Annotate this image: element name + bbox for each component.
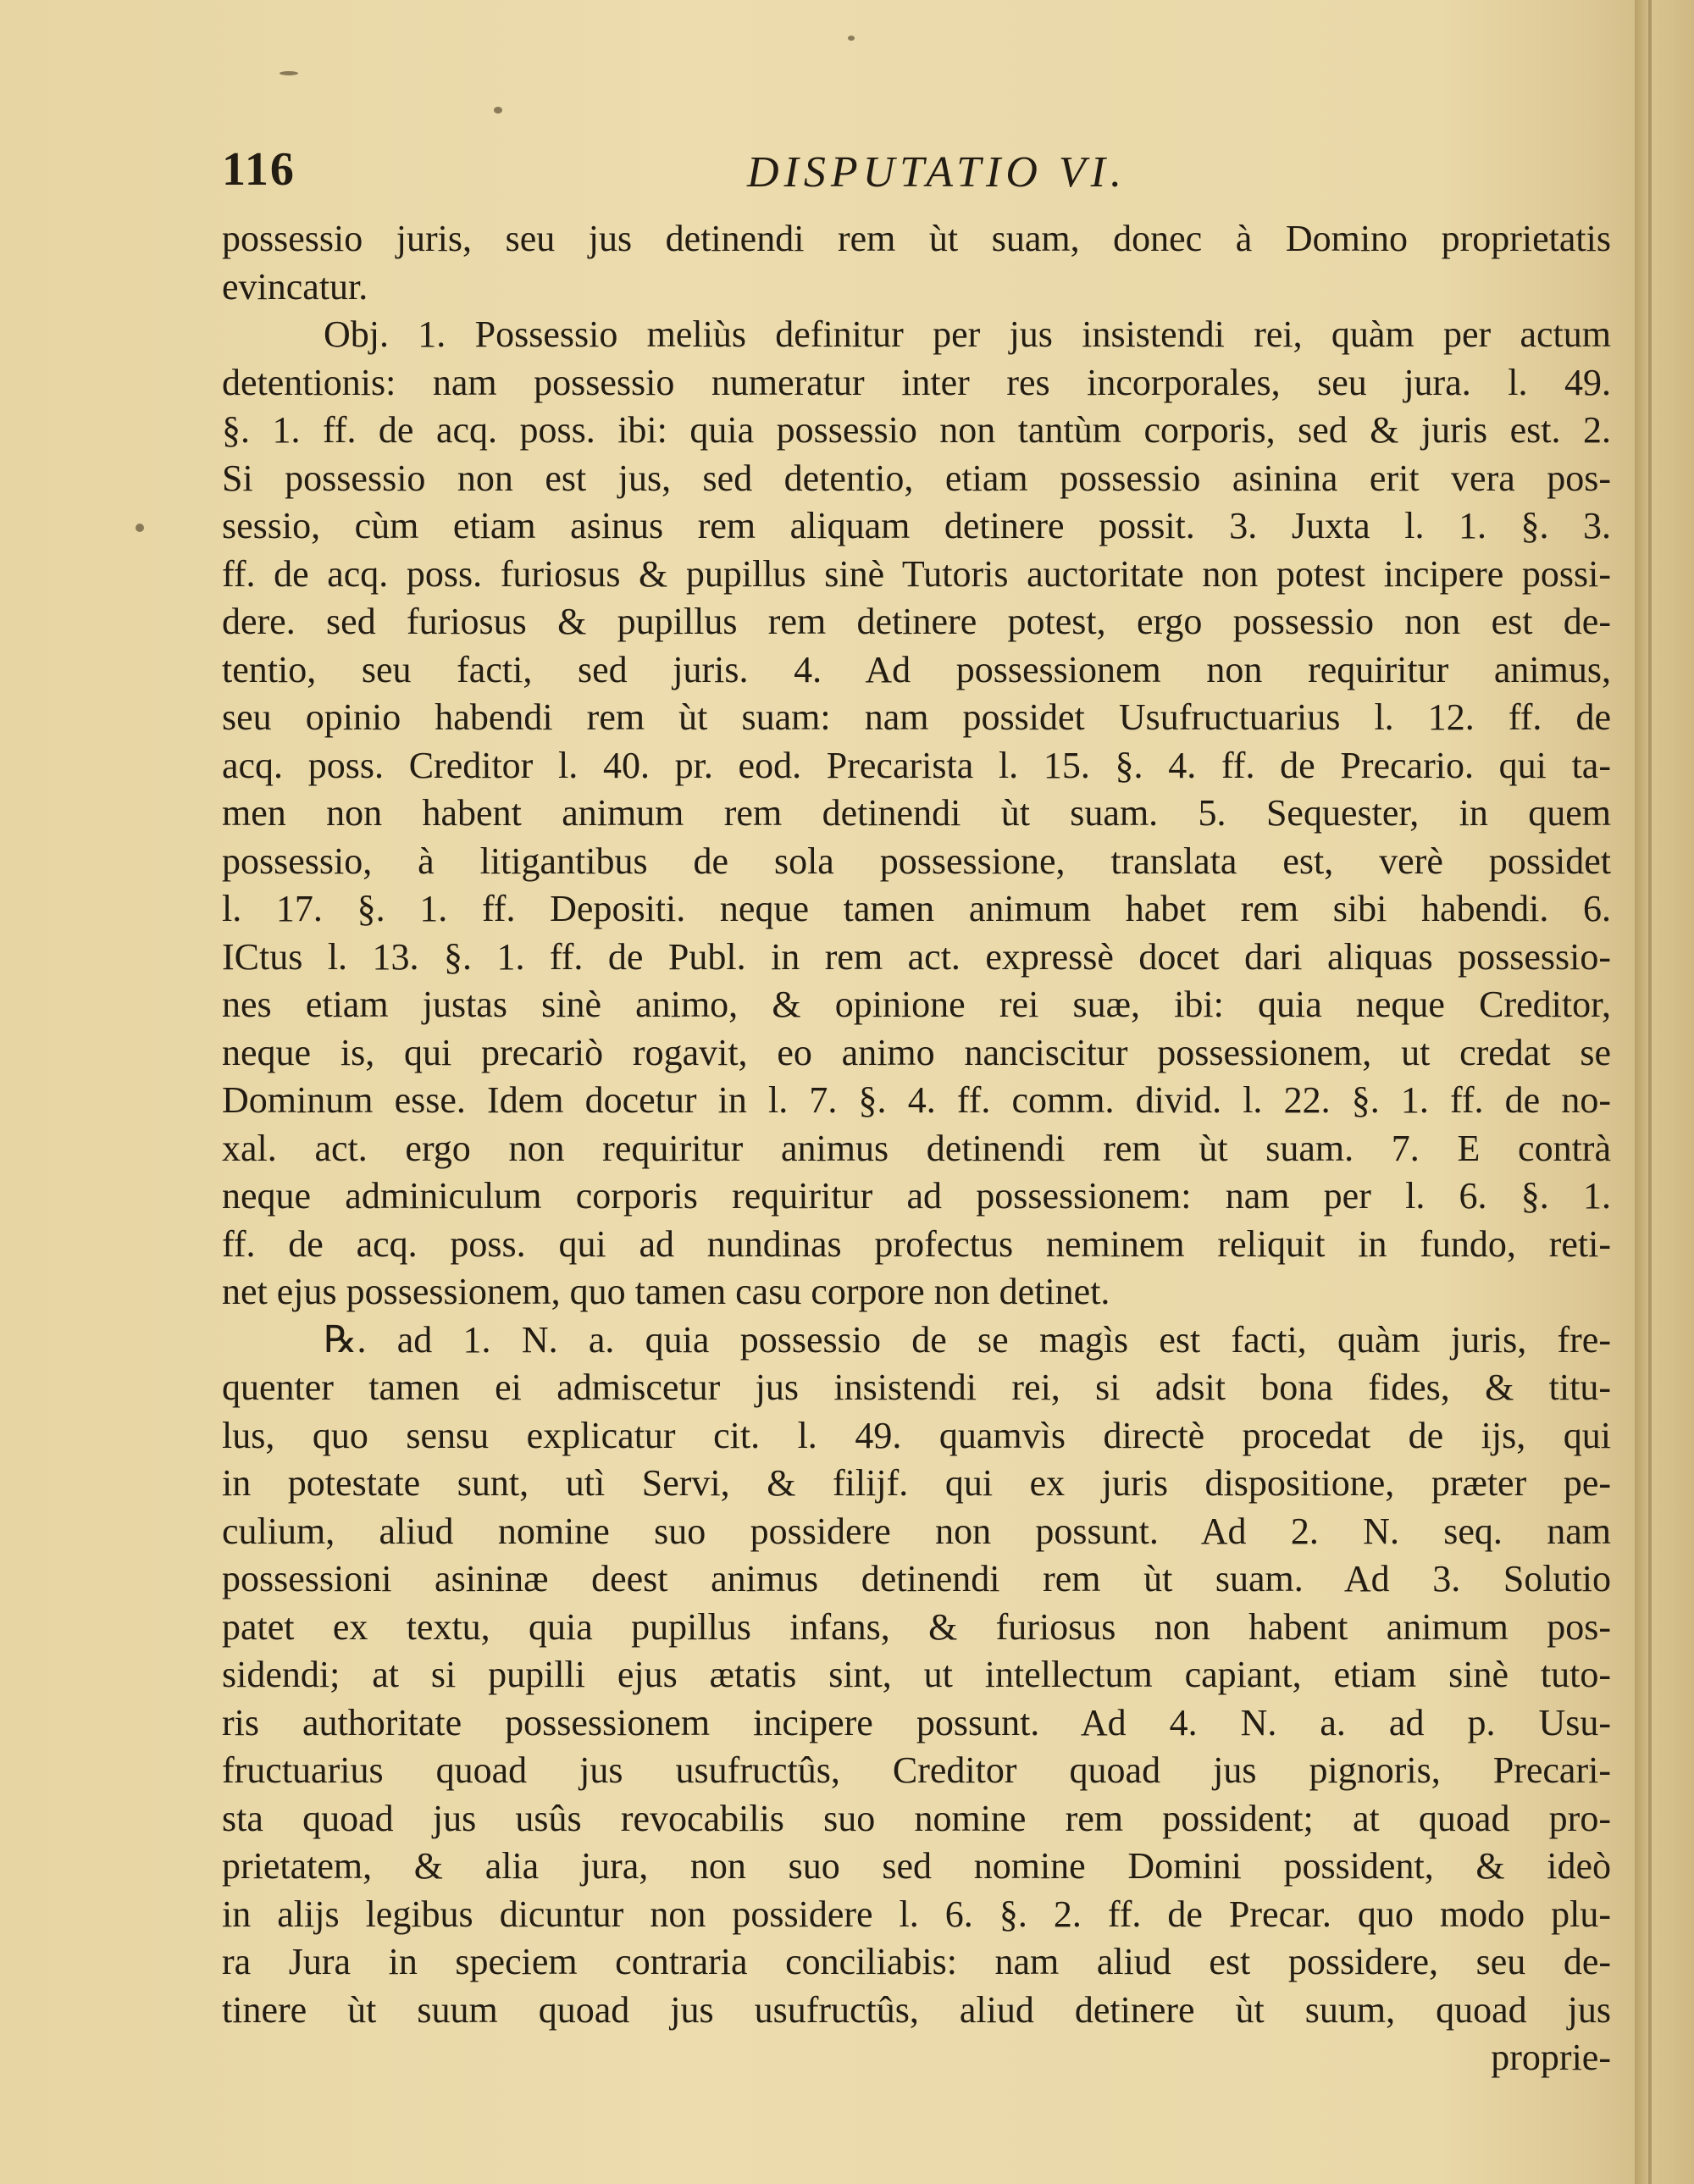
text-line: prietatem, & alia jura, non suo sed nomine Domini possident, & ideò (222, 1845, 1611, 1887)
page-header (222, 142, 1611, 202)
text-line: neque is, qui precariò rogavit, eo animo nanciscitur possessionem, ut credat se (222, 1031, 1611, 1073)
text-line: ℞. ad 1. N. a. quia possessio de se magìs est facti, quàm juris, fre- (324, 1318, 1611, 1361)
text-line: xal. act. ergo non requiritur animus detinendi rem ùt suam. 7. E contrà (222, 1127, 1611, 1169)
text-line: sidendi; at si pupilli ejus ætatis sint, ut intellectum capiant, etiam sinè tuto- (222, 1654, 1611, 1695)
text-line: in alijs legibus dicuntur non possidere l. 6. §. 2. ff. de Precar. quo modo plu- (222, 1893, 1611, 1935)
text-line: culium, aliud nomine suo possidere non possunt. Ad 2. N. seq. nam (222, 1510, 1611, 1552)
text-line: ra Jura in speciem contraria conciliabis: nam aliud est possidere, seu de- (222, 1941, 1611, 1982)
text-line: dere. sed furiosus & pupillus rem detinere potest, ergo possessio non est de- (222, 601, 1611, 642)
page-number: 116 (222, 143, 296, 196)
text-line: l. 17. §. 1. ff. Depositi. neque tamen animum habet rem sibi habendi. 6. (222, 888, 1611, 929)
ink-speck (848, 36, 855, 41)
text-line: lus, quo sensu explicatur cit. l. 49. quamvìs directè procedat de ijs, qui (222, 1414, 1611, 1456)
text-line: sessio, cùm etiam asinus rem aliquam detinere possit. 3. Juxta l. 1. §. 3. (222, 505, 1611, 546)
running-head: DISPUTATIO VI. (747, 148, 1127, 197)
text-line: net ejus possessionem, quo tamen casu corpore non detinet. (222, 1271, 1110, 1312)
catchword: proprie- (1491, 2037, 1611, 2078)
text-line: nes etiam justas sinè animo, & opinione rei suæ, ibi: quia neque Creditor, (222, 984, 1611, 1025)
ink-speck (136, 524, 144, 532)
text-line: neque adminiculum corporis requiritur ad possessionem: nam per l. 6. §. 1. (222, 1175, 1611, 1217)
ink-speck (280, 71, 298, 75)
text-line: fructuarius quoad jus usufructûs, Creditor quoad jus pignoris, Precari- (222, 1749, 1611, 1791)
text-line: §. 1. ff. de acq. poss. ibi: quia possessio non tantùm corporis, sed & juris est. 2. (222, 409, 1611, 451)
text-line: Dominum esse. Idem docetur in l. 7. §. 4. ff. comm. divid. l. 22. §. 1. ff. de no- (222, 1079, 1611, 1121)
text-line: quenter tamen ei admiscetur jus insistendi rei, si adsit bona fides, & titu- (222, 1366, 1611, 1408)
text-line: seu opinio habendi rem ùt suam: nam possidet Usufructuarius l. 12. ff. de (222, 696, 1611, 738)
text-line: detentionis: nam possessio numeratur inter res incorporales, seu jura. l. 49. (222, 361, 1611, 403)
text-line: patet ex textu, quia pupillus infans, & furiosus non habent animum pos- (222, 1605, 1611, 1648)
text-line: acq. poss. Creditor l. 40. pr. eod. Precarista l. 15. §. 4. ff. de Precario. qui ta- (222, 744, 1611, 786)
text-line: ris authoritate possessionem incipere possunt. Ad 4. N. a. ad p. Usu- (222, 1701, 1611, 1743)
text-line: possessioni asininæ deest animus detinendi rem ùt suam. Ad 3. Solutio (222, 1558, 1611, 1599)
ink-speck (494, 107, 502, 114)
text-line: tentio, seu facti, sed juris. 4. Ad possessionem non requiritur animus, (222, 648, 1611, 690)
gutter-edge (1648, 0, 1652, 2184)
body-text (222, 215, 1611, 2082)
text-line: Obj. 1. Possessio meliùs definitur per jus insistendi rei, quàm per actum (324, 313, 1611, 355)
text-line: ff. de acq. poss. furiosus & pupillus sinè Tutoris auctoritate non potest incipere possi- (222, 552, 1611, 595)
text-line: men non habent animum rem detinendi ùt suam. 5. Sequester, in quem (222, 792, 1611, 834)
page-gutter (1635, 0, 1694, 2184)
text-line: tinere ùt suum quoad jus usufructûs, aliud detinere ùt suum, quoad jus (222, 1988, 1611, 2031)
text-line: Si possessio non est jus, sed detentio, etiam possessio asinina erit vera pos- (222, 457, 1611, 499)
text-line: sta quoad jus usûs revocabilis suo nomine rem possident; at quoad pro- (222, 1797, 1611, 1839)
text-line: ff. de acq. poss. qui ad nundinas profectus neminem reliquit in fundo, reti- (222, 1222, 1611, 1265)
text-line: possessio juris, seu jus detinendi rem ùt suam, donec à Domino proprietatis (222, 218, 1611, 259)
text-line: in potestate sunt, utì Servi, & filijf. qui ex juris dispositione, præter pe- (222, 1462, 1611, 1504)
text-line: evincatur. (222, 265, 368, 308)
text-line: possessio, à litigantibus de sola possessione, translata est, verè possidet (222, 840, 1611, 882)
text-line: ICtus l. 13. §. 1. ff. de Publ. in rem act. expressè docet dari aliquas possessio- (222, 935, 1611, 978)
